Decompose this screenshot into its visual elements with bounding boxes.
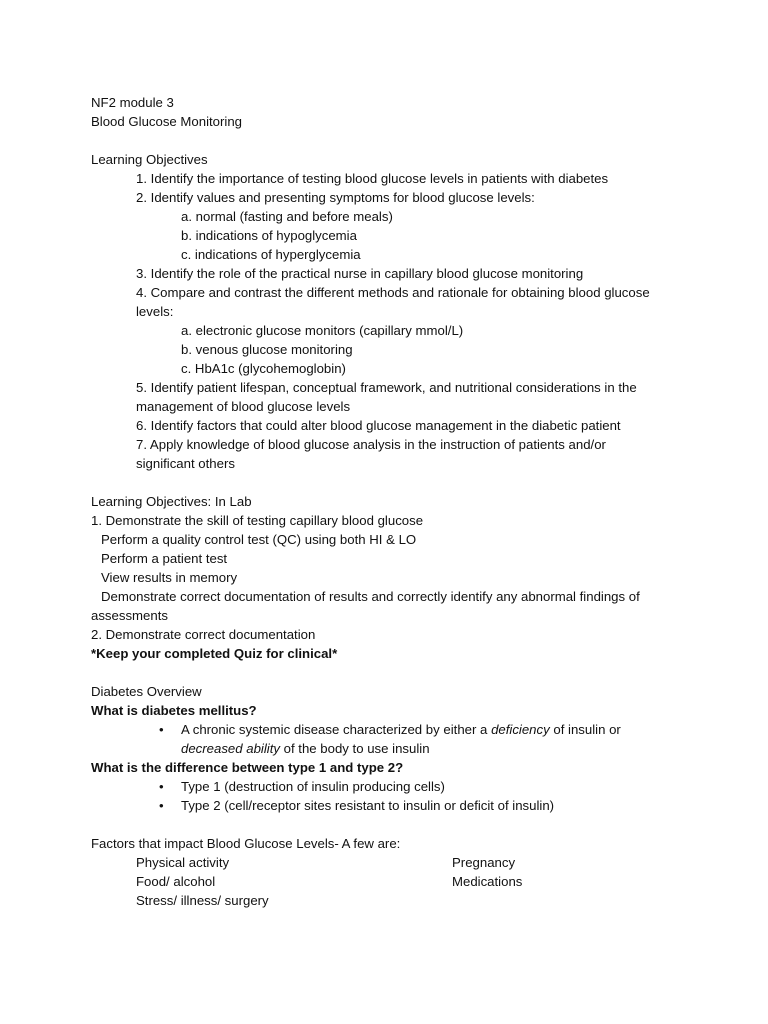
objective-subitem: c. indications of hyperglycemia: [181, 247, 361, 262]
factors-heading: Factors that impact Blood Glucose Levels- A few are:: [91, 836, 401, 851]
objective-item-continued: levels:: [136, 304, 174, 319]
objectives-heading: Learning Objectives: [91, 152, 208, 167]
type-item: Type 2 (cell/receptor sites resistant to insulin or deficit of insulin): [181, 798, 555, 813]
definition-line-continued: [181, 739, 430, 758]
definition-line: [181, 720, 621, 739]
objective-item-continued: significant others: [136, 456, 235, 471]
objective-item: 2. Identify values and presenting symptoms for blood glucose levels:: [136, 190, 535, 205]
definition-emphasis: decreased ability: [181, 741, 280, 756]
factor-item: Pregnancy: [452, 855, 516, 870]
topic-title: Blood Glucose Monitoring: [91, 114, 243, 129]
bullet-marker: •: [159, 798, 164, 813]
factor-item: Food/ alcohol: [136, 874, 216, 889]
lab-subitem: Perform a patient test: [101, 551, 228, 566]
overview-heading: Diabetes Overview: [91, 684, 202, 699]
factor-item: Medications: [452, 874, 523, 889]
objective-item: 3. Identify the role of the practical nurse in capillary blood glucose monitoring: [136, 266, 584, 281]
lab-subitem-continued: assessments: [91, 608, 168, 623]
definition-emphasis: deficiency: [491, 722, 550, 737]
objective-item: 1. Identify the importance of testing blood glucose levels in patients with diabetes: [136, 171, 609, 186]
type-item: Type 1 (destruction of insulin producing cells): [181, 779, 445, 794]
objective-subitem: b. venous glucose monitoring: [181, 342, 353, 357]
module-title: NF2 module 3: [91, 95, 174, 110]
objective-subitem: a. electronic glucose monitors (capillary mmol/L): [181, 323, 464, 338]
factor-item: Physical activity: [136, 855, 230, 870]
lab-subitem: Perform a quality control test (QC) using both HI & LO: [101, 532, 417, 547]
lab-subitem: Demonstrate correct documentation of results and correctly identify any abnormal findings of: [101, 589, 640, 604]
objective-item: 6. Identify factors that could alter blood glucose management in the diabetic patient: [136, 418, 621, 433]
quiz-note: *Keep your completed Quiz for clinical*: [91, 646, 338, 661]
objective-subitem: b. indications of hypoglycemia: [181, 228, 357, 243]
definition-text: of the body to use insulin: [279, 741, 430, 756]
objective-subitem: a. normal (fasting and before meals): [181, 209, 393, 224]
bullet-marker: •: [159, 722, 164, 737]
definition-text: of insulin or: [549, 722, 621, 737]
objective-item: 5. Identify patient lifespan, conceptual framework, and nutritional considerations in the: [136, 380, 637, 395]
bullet-marker: •: [159, 779, 164, 794]
objective-item: 4. Compare and contrast the different methods and rationale for obtaining blood glucose: [136, 285, 650, 300]
question-diabetes-mellitus: What is diabetes mellitus?: [91, 703, 257, 718]
objective-subitem: c. HbA1c (glycohemoglobin): [181, 361, 346, 376]
factor-item: Stress/ illness/ surgery: [136, 893, 269, 908]
objective-item: 7. Apply knowledge of blood glucose analysis in the instruction of patients and/or: [136, 437, 606, 452]
lab-item: 1. Demonstrate the skill of testing capillary blood glucose: [91, 513, 424, 528]
lab-objectives-heading: Learning Objectives: In Lab: [91, 494, 252, 509]
lab-item: 2. Demonstrate correct documentation: [91, 627, 316, 642]
question-type-difference: What is the difference between type 1 and type 2?: [91, 760, 404, 775]
objective-item-continued: management of blood glucose levels: [136, 399, 351, 414]
definition-text: A chronic systemic disease characterized by either a: [181, 722, 492, 737]
lab-subitem: View results in memory: [101, 570, 238, 585]
